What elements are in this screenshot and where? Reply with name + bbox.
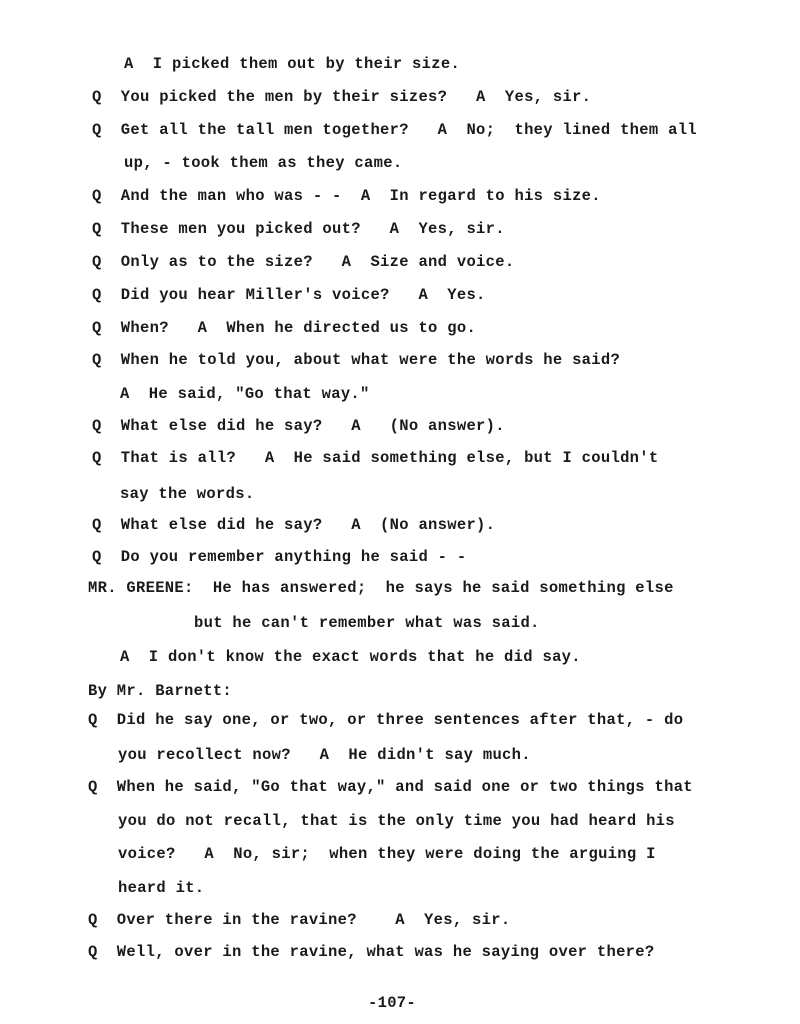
transcript-line: you recollect now? A He didn't say much.: [118, 746, 531, 764]
transcript-line: Q Do you remember anything he said - -: [92, 548, 467, 566]
transcript-line: say the words.: [120, 485, 255, 503]
transcript-line: Q Over there in the ravine? A Yes, sir.: [88, 911, 511, 929]
transcript-line: Q When? A When he directed us to go.: [92, 319, 477, 337]
transcript-line: Q And the man who was - - A In regard to his size.: [92, 187, 601, 205]
transcript-line: voice? A No, sir; when they were doing the arguing I: [118, 845, 656, 863]
transcript-line: Q Only as to the size? A Size and voice.: [92, 253, 515, 271]
transcript-line: By Mr. Barnett:: [88, 682, 233, 700]
transcript-line: Q Well, over in the ravine, what was he saying over there?: [88, 943, 655, 961]
transcript-line: A I picked them out by their size.: [124, 55, 461, 73]
transcript-line: Q These men you picked out? A Yes, sir.: [92, 220, 505, 238]
transcript-line: Q You picked the men by their sizes? A Yes, sir.: [92, 88, 592, 106]
page-number: -107-: [368, 994, 417, 1012]
transcript-line: you do not recall, that is the only time you had heard his: [118, 812, 675, 830]
transcript-line: Q When he said, "Go that way," and said one or two things that: [88, 778, 693, 796]
transcript-line: MR. GREENE: He has answered; he says he said something else: [88, 579, 674, 597]
transcript-line: Q That is all? A He said something else, but I couldn't: [92, 449, 659, 467]
transcript-line: Q Get all the tall men together? A No; they lined them all: [92, 121, 697, 139]
transcript-line: Q What else did he say? A (No answer).: [92, 516, 496, 534]
transcript-line: Q What else did he say? A (No answer).: [92, 417, 505, 435]
transcript-line: Q When he told you, about what were the words he said?: [92, 351, 621, 369]
transcript-line: Q Did you hear Miller's voice? A Yes.: [92, 286, 486, 304]
transcript-line: Q Did he say one, or two, or three sentences after that, - do: [88, 711, 684, 729]
transcript-line: A He said, "Go that way.": [120, 385, 370, 403]
transcript-line: but he can't remember what was said.: [194, 614, 540, 632]
transcript-line: up, - took them as they came.: [124, 154, 403, 172]
transcript-line: A I don't know the exact words that he did say.: [120, 648, 581, 666]
transcript-line: heard it.: [118, 879, 205, 897]
